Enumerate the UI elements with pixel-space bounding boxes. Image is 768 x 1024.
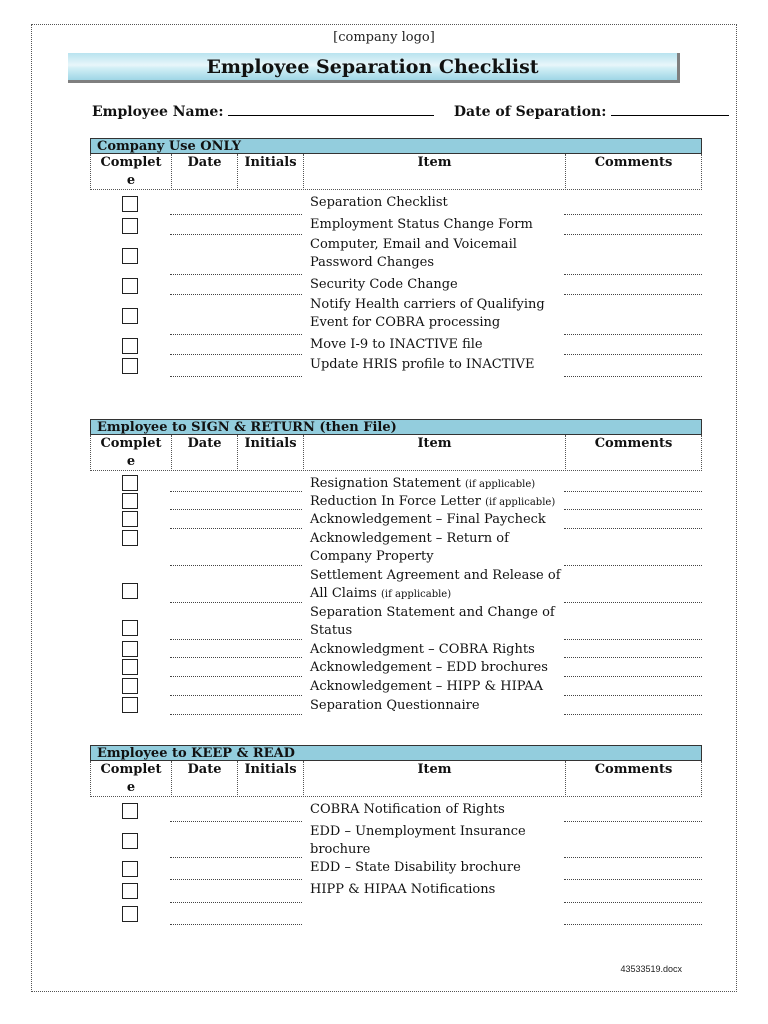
item-label: COBRA Notification of Rights [310, 802, 505, 817]
comments-line[interactable] [564, 714, 702, 715]
item-label: EDD – State Disability brochure [310, 860, 521, 875]
complete-checkbox[interactable] [122, 338, 138, 354]
item-label: Reduction In Force Letter [310, 494, 481, 509]
item-text [310, 296, 568, 332]
date-initials-line[interactable] [170, 857, 302, 858]
item-label: Acknowledgment – COBRA Rights [310, 642, 535, 657]
comments-line[interactable] [564, 234, 702, 235]
checklist-row [90, 216, 702, 236]
comments-line[interactable] [564, 602, 702, 603]
complete-checkbox[interactable] [122, 278, 138, 294]
date-initials-line[interactable] [170, 695, 302, 696]
checklist-row [90, 697, 702, 716]
comments-line[interactable] [564, 821, 702, 822]
complete-checkbox[interactable] [122, 308, 138, 324]
checklist-rows [90, 801, 702, 930]
column-header-complete [91, 761, 171, 797]
item-label: Computer, Email and Voicemail Password Changes [310, 237, 517, 270]
item-text [310, 276, 568, 294]
comments-line[interactable] [564, 354, 702, 355]
complete-checkbox[interactable] [122, 248, 138, 264]
item-note: (if applicable) [485, 497, 556, 508]
column-headers [90, 761, 702, 797]
item-text [310, 336, 568, 354]
checklist-row [90, 511, 702, 530]
date-initials-line[interactable] [170, 821, 302, 822]
item-label: Acknowledgement – HIPP & HIPAA [310, 679, 544, 694]
employee-name-label: Employee Name: [92, 104, 224, 120]
complete-checkbox[interactable] [122, 803, 138, 819]
date-initials-line[interactable] [170, 234, 302, 235]
column-header-date: Date [171, 154, 237, 190]
date-of-separation-field[interactable] [611, 103, 729, 116]
column-header-comments: Comments [565, 154, 701, 190]
item-text [310, 356, 568, 374]
checklist-row [90, 567, 702, 604]
comments-line[interactable] [564, 294, 702, 295]
item-note: (if applicable) [381, 589, 452, 600]
item-label: Separation Questionnaire [310, 698, 480, 713]
checklist-rows [90, 475, 702, 720]
comments-line[interactable] [564, 376, 702, 377]
item-text [310, 604, 568, 640]
item-label: Update HRIS profile to INACTIVE [310, 357, 535, 372]
item-text [310, 823, 568, 859]
comments-line[interactable] [564, 274, 702, 275]
column-header-initials: Initials [237, 761, 303, 797]
complete-checkbox[interactable] [122, 530, 138, 546]
date-initials-line[interactable] [170, 376, 302, 377]
company-logo-placeholder: [company logo] [333, 30, 435, 45]
checklist-row [90, 296, 702, 336]
section-company-use [90, 138, 702, 382]
complete-checkbox[interactable] [122, 906, 138, 922]
complete-label: Complet [100, 155, 162, 170]
item-text [310, 567, 568, 604]
checklist-row [90, 530, 702, 567]
employee-info-line [92, 103, 729, 120]
comments-line[interactable] [564, 695, 702, 696]
comments-line[interactable] [564, 676, 702, 677]
checklist-row [90, 904, 702, 926]
item-label: Acknowledgement – Final Paycheck [310, 512, 546, 527]
column-header-initials: Initials [237, 154, 303, 190]
complete-checkbox[interactable] [122, 583, 138, 599]
item-label: Separation Statement and Change of Status [310, 605, 555, 638]
checklist-row [90, 859, 702, 881]
date-initials-line[interactable] [170, 214, 302, 215]
item-text [310, 697, 568, 715]
comments-line[interactable] [564, 657, 702, 658]
checklist-row [90, 641, 702, 659]
date-of-separation-label: Date of Separation: [453, 104, 607, 120]
item-text [310, 801, 568, 819]
date-initials-line[interactable] [170, 491, 302, 492]
complete-label-wrap: e [126, 780, 136, 795]
item-text [310, 216, 568, 234]
item-text [310, 641, 568, 659]
checklist-row [90, 678, 702, 697]
item-label: HIPP & HIPAA Notifications [310, 882, 496, 897]
comments-line[interactable] [564, 334, 702, 335]
section-keep-read [90, 745, 702, 930]
complete-checkbox[interactable] [122, 358, 138, 374]
date-initials-line[interactable] [170, 528, 302, 529]
checklist-row [90, 236, 702, 276]
date-initials-line[interactable] [170, 879, 302, 880]
document-id: 43533519.docx [620, 964, 682, 974]
item-text [310, 493, 568, 512]
column-header-comments: Comments [565, 435, 701, 471]
complete-checkbox[interactable] [122, 475, 138, 491]
date-initials-line[interactable] [170, 714, 302, 715]
column-header-comments: Comments [565, 761, 701, 797]
date-initials-line[interactable] [170, 294, 302, 295]
checklist-row [90, 336, 702, 356]
date-initials-line[interactable] [170, 509, 302, 510]
item-label: Settlement Agreement and Release of All Claims [310, 568, 561, 601]
date-initials-line[interactable] [170, 902, 302, 903]
comments-line[interactable] [564, 491, 702, 492]
date-initials-line[interactable] [170, 639, 302, 640]
item-text [310, 236, 568, 272]
complete-checkbox[interactable] [122, 641, 138, 657]
item-text [310, 194, 568, 212]
date-initials-line[interactable] [170, 354, 302, 355]
date-initials-line[interactable] [170, 334, 302, 335]
date-initials-line[interactable] [170, 924, 302, 925]
complete-checkbox[interactable] [122, 493, 138, 509]
comments-line[interactable] [564, 528, 702, 529]
comments-line[interactable] [564, 509, 702, 510]
complete-checkbox[interactable] [122, 659, 138, 675]
comments-line[interactable] [564, 857, 702, 858]
section-sign-return [90, 419, 702, 720]
item-label: Acknowledgement – Return of Company Property [310, 531, 509, 564]
complete-checkbox[interactable] [122, 883, 138, 899]
item-label: Notify Health carriers of Qualifying Event for COBRA processing [310, 297, 545, 330]
complete-checkbox[interactable] [122, 678, 138, 694]
checklist-row [90, 659, 702, 678]
date-initials-line[interactable] [170, 274, 302, 275]
item-text [310, 881, 568, 899]
complete-label: Complet [100, 436, 162, 451]
date-initials-line[interactable] [170, 676, 302, 677]
column-header-complete [91, 435, 171, 471]
item-label: Employment Status Change Form [310, 217, 533, 232]
column-header-initials: Initials [237, 435, 303, 471]
comments-line[interactable] [564, 902, 702, 903]
page-title: Employee Separation Checklist [68, 53, 680, 83]
comments-line[interactable] [564, 565, 702, 566]
complete-checkbox[interactable] [122, 620, 138, 636]
date-initials-line[interactable] [170, 602, 302, 603]
column-headers [90, 154, 702, 190]
item-text [310, 859, 568, 877]
comments-line[interactable] [564, 924, 702, 925]
complete-checkbox[interactable] [122, 697, 138, 713]
checklist-rows [90, 194, 702, 382]
employee-name-field[interactable] [228, 103, 434, 116]
column-headers [90, 435, 702, 471]
comments-line[interactable] [564, 639, 702, 640]
section-heading: Employee to SIGN & RETURN (then File) [90, 419, 702, 435]
item-text [310, 511, 568, 529]
checklist-row [90, 276, 702, 296]
column-header-item: Item [303, 435, 565, 471]
item-label: Acknowledgement – EDD brochures [310, 660, 548, 675]
checklist-row [90, 475, 702, 493]
comments-line[interactable] [564, 214, 702, 215]
complete-checkbox[interactable] [122, 218, 138, 234]
column-header-date: Date [171, 435, 237, 471]
checklist-row [90, 801, 702, 823]
checklist-row [90, 604, 702, 641]
column-header-date: Date [171, 761, 237, 797]
item-label: Move I-9 to INACTIVE file [310, 337, 483, 352]
item-text [310, 530, 568, 566]
column-header-complete [91, 154, 171, 190]
complete-checkbox[interactable] [122, 196, 138, 212]
complete-label-wrap: e [126, 454, 136, 469]
item-label: Security Code Change [310, 277, 458, 292]
checklist-row [90, 194, 702, 216]
complete-checkbox[interactable] [122, 833, 138, 849]
item-label: Resignation Statement [310, 476, 461, 491]
complete-label: Complet [100, 762, 162, 777]
date-initials-line[interactable] [170, 657, 302, 658]
item-text [310, 678, 568, 696]
column-header-item: Item [303, 761, 565, 797]
column-header-item: Item [303, 154, 565, 190]
checklist-row [90, 823, 702, 859]
date-initials-line[interactable] [170, 565, 302, 566]
section-heading: Employee to KEEP & READ [90, 745, 702, 761]
complete-checkbox[interactable] [122, 511, 138, 527]
section-heading: Company Use ONLY [90, 138, 702, 154]
item-note: (if applicable) [465, 479, 536, 490]
checklist-row [90, 356, 702, 378]
item-label: EDD – Unemployment Insurance brochure [310, 824, 526, 857]
item-text [310, 475, 568, 494]
item-label: Separation Checklist [310, 195, 448, 210]
item-text [310, 659, 568, 677]
checklist-row [90, 493, 702, 511]
comments-line[interactable] [564, 879, 702, 880]
complete-checkbox[interactable] [122, 861, 138, 877]
checklist-row [90, 881, 702, 904]
complete-label-wrap: e [126, 173, 136, 188]
